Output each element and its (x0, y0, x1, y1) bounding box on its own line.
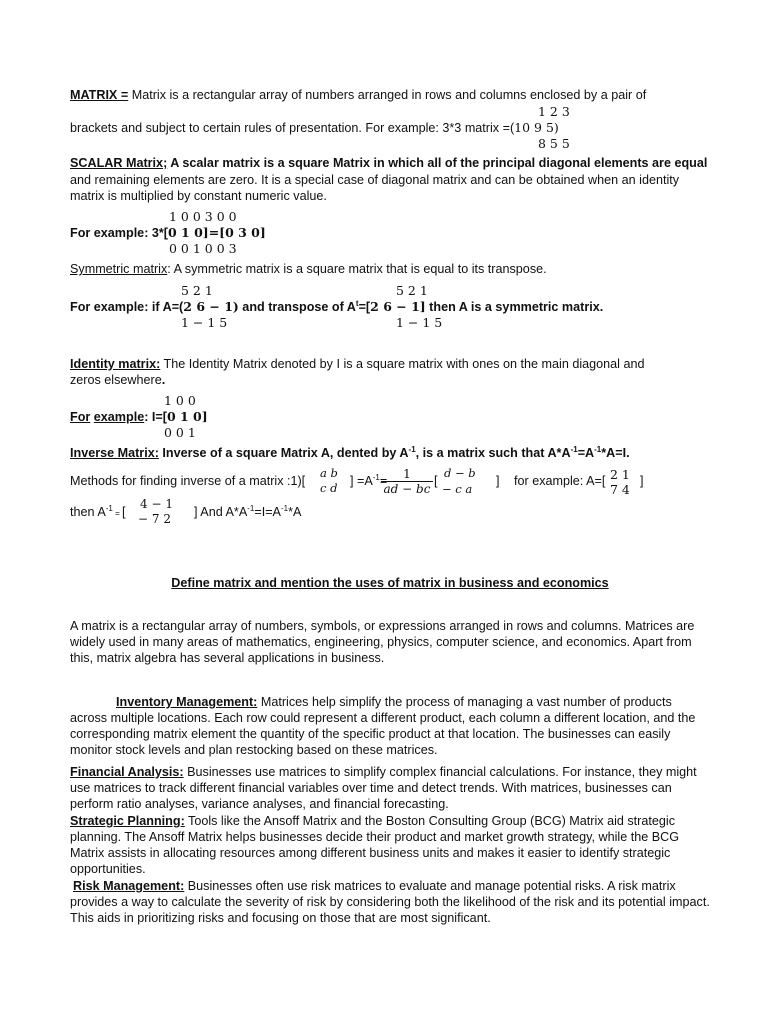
identity-line2 (70, 373, 165, 388)
inverse-fraction (381, 467, 433, 496)
then-eq: = (112, 509, 122, 518)
matrix-def-text: Matrix is a rectangular array of numbers arranged in rows and columns enclosed by a pair of (128, 88, 647, 102)
fraction-numerator: 1 (403, 467, 411, 481)
identity-for: For (70, 410, 91, 424)
identity-example-word: example (93, 410, 145, 424)
identity-row1: 1 0 0 (164, 393, 196, 408)
inventory-paragraph (70, 694, 710, 758)
scalar-line2: and remaining elements are zero. It is a special case of diagonal matrix and can be obtained when an identity (70, 173, 680, 187)
inverse-text-b: , is a matrix such that A*A (415, 446, 571, 460)
matrix-def-text2: brackets and subject to certain rules of presentation. For example: 3*3 matrix =( (70, 121, 515, 135)
scalar-example-values: 0 1 0]=[0 3 0] (167, 225, 266, 240)
matrix-def-line1 (70, 88, 646, 103)
scalar-heading: SCALAR Matrix; (70, 156, 168, 170)
identity-row3: 0 0 1 (164, 425, 196, 440)
example-close-bracket: ] (640, 474, 644, 488)
inverse-text-d: *A=I. (601, 446, 630, 460)
inverse-then (70, 505, 125, 521)
inverse-sup1: -1 (408, 444, 416, 454)
inverse-tail (194, 505, 301, 520)
scalar-line1 (70, 156, 707, 171)
financial-text: Businesses use matrices to simplify complex financial calculations. For instance, they might use matrices to track different financial variables over time and detect trends. With matrices, businesses can perform ratio analyses, variance analyses, and financial forecasting. (70, 765, 697, 811)
inverse-matrix-bottom: c d (320, 481, 338, 495)
symmetric-ex-label: For example: if A=( (70, 300, 184, 314)
scalar-example-row1: 1 0 0 3 0 0 (169, 209, 237, 224)
symmetric-at-row2: 2 6 − 1] (370, 299, 426, 314)
inverse-eq-text: ] =A (350, 474, 373, 488)
symmetric-a-row2: 2 6 − 1) (183, 299, 239, 314)
transpose-sup: t (355, 298, 359, 308)
risk-text: Businesses often use risk matrices to evaluate and manage potential risks. A risk matrix provides a way to calculate the severity of risk by considering both the likelihood of the risk and its potential impact. This aids in prioritizing risks and focusing on those that are most significant. (70, 879, 710, 925)
inverse-matrix-top: a b (320, 466, 338, 480)
inverse-for-example: for example: A=[ (514, 474, 606, 488)
identity-line1 (70, 357, 644, 372)
inverse-text-c: =A (577, 446, 595, 460)
scalar-line3: matrix is multiplied by constant numeric value. (70, 189, 327, 203)
symmetric-at-row3: 1 − 1 5 (396, 315, 443, 330)
symmetric-example (70, 299, 603, 315)
scalar-example-row3: 0 0 1 0 0 3 (169, 241, 237, 256)
then-open-bracket: [ (121, 505, 126, 519)
scalar-example-label: For example: 3*[ (70, 226, 168, 240)
fraction-denominator: ad − bc (381, 481, 433, 496)
example-matrix-bottom: 7 4 (610, 482, 630, 497)
financial-paragraph (70, 764, 710, 812)
symmetric-heading: Symmetric matrix (70, 262, 168, 276)
adjugate-top: d − b (444, 466, 476, 480)
inverse-sup2: -1 (570, 444, 578, 454)
inventory-heading: Inventory Management: (116, 695, 258, 709)
tail-sup1: -1 (247, 503, 255, 513)
inventory-text: Matrices help simplify the process of managing a vast number of products across multiple locations. Each row could represent a different product, each column a different location, and the corresponding matrix element the quantity of the specific product at that location. The businesses can easily monitor stock levels and plan restocking based on these matrices. (70, 695, 696, 757)
tail-text: ] And A*A (194, 505, 248, 519)
inverse-text-a: Inverse of a square Matrix A, dented by A (158, 446, 409, 460)
inverse-close-bracket: ] (496, 474, 500, 488)
strategic-paragraph (70, 813, 710, 877)
scalar-example-row2 (70, 225, 266, 241)
inverse-eq2: = (379, 474, 388, 488)
inverse-eq-sup: -1 (372, 472, 380, 482)
section-intro: A matrix is a rectangular array of numbers, symbols, or expressions arranged in rows and columns. Matrices are widely used in many areas of mathematics, engineering, physics, computer science, and economics. Apart from this, matrix algebra has several applications in business. (70, 619, 695, 665)
section-title: Define matrix and mention the uses of matrix in business and economics (171, 576, 609, 590)
then-text: then A (70, 505, 106, 519)
symmetric-at-row1: 5 2 1 (396, 283, 428, 298)
symmetric-mid: and transpose of A (238, 300, 356, 314)
symmetric-line1 (70, 262, 547, 277)
scalar-text1: A scalar matrix is a square Matrix in which all of the principal diagonal elements are equal (167, 156, 708, 170)
identity-text2: zeros elsewhere (70, 373, 162, 387)
inverse-heading: Inverse Matrix: (70, 446, 159, 460)
matrix-example-row1: 1 2 3 (538, 104, 570, 119)
identity-text: The Identity Matrix denoted by I is a square matrix with ones on the main diagonal and (160, 357, 645, 371)
strategic-text: Tools like the Ansoff Matrix and the Boston Consulting Group (BCG) Matrix aid strategic planning. The Ansoff Matrix helps businesses decide their product and market growth strategy, while the BCG Matrix assists in allocating resources among different business units and makes it easier to identify strategic opportunities. (70, 814, 680, 876)
matrix-heading: MATRIX = (70, 88, 129, 102)
risk-heading: Risk Management: (73, 879, 185, 893)
symmetric-eq: =[ (358, 300, 371, 314)
strategic-heading: Strategic Planning: (70, 814, 185, 828)
identity-example (70, 409, 208, 425)
identity-row2: 0 1 0] (166, 409, 208, 424)
example-matrix-top: 2 1 (610, 467, 630, 482)
matrix-def-line2 (70, 120, 559, 136)
identity-heading: Identity matrix: (70, 357, 161, 371)
tail-end: *A (288, 505, 302, 519)
inverse-methods: Methods for finding inverse of a matrix :1)[ (70, 474, 306, 488)
risk-paragraph (70, 878, 710, 926)
symmetric-a-row1: 5 2 1 (181, 283, 213, 298)
symmetric-post: then A is a symmetric matrix. (425, 300, 604, 314)
matrix-example-row2: 10 9 5) (514, 120, 559, 135)
inverse-line1 (70, 446, 630, 461)
symmetric-a-row3: 1 − 1 5 (181, 315, 228, 330)
tail-sup2: -1 (280, 503, 289, 513)
symmetric-text: : A symmetric matrix is a square matrix that is equal to its transpose. (167, 262, 547, 276)
inverse-open-bracket: [ (434, 474, 438, 488)
identity-period: . (161, 373, 166, 387)
adjugate-bottom: − c a (442, 482, 473, 496)
inverse-result-bottom: − 7 2 (138, 512, 171, 526)
identity-eq: : I=[ (144, 410, 167, 424)
matrix-example-row3: 8 5 5 (538, 136, 570, 151)
then-sup: -1 (105, 503, 113, 513)
inverse-result-top: 4 − 1 (140, 497, 173, 511)
financial-heading: Financial Analysis: (70, 765, 184, 779)
tail-mid: =I=A (254, 505, 281, 519)
inverse-sup3: -1 (594, 444, 602, 454)
